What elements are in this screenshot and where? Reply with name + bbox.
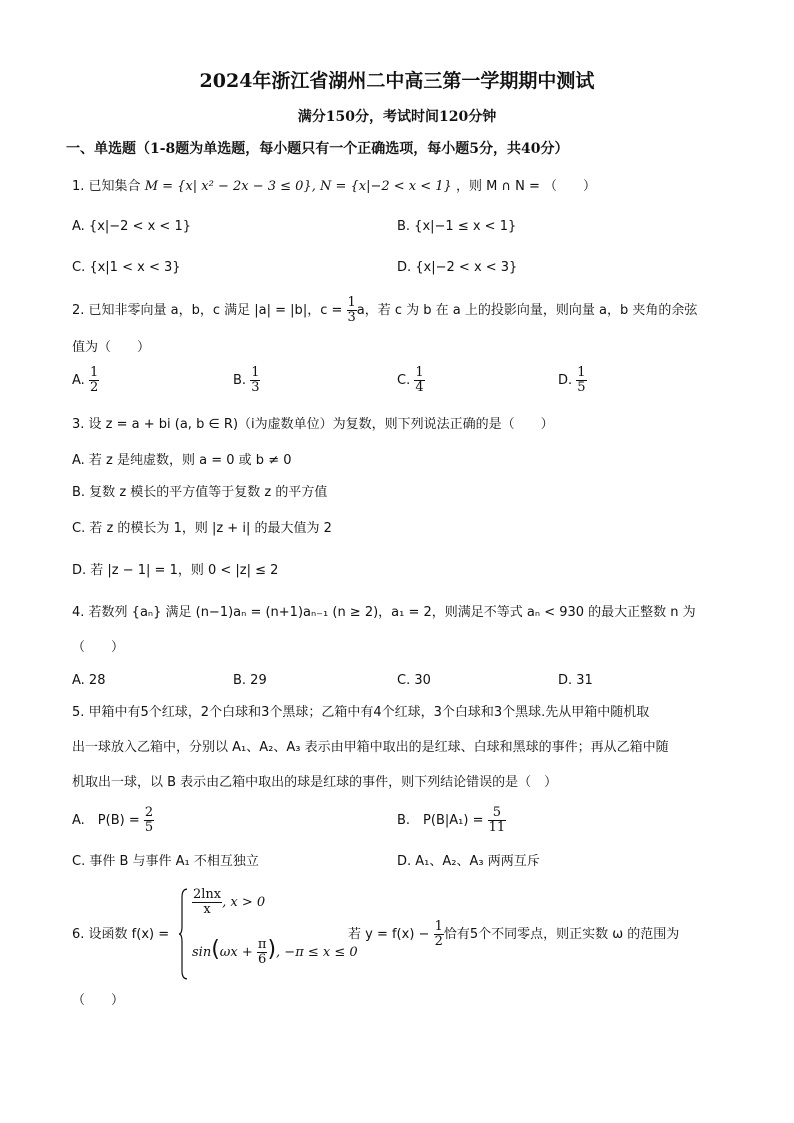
q2-d-label: D. bbox=[558, 373, 573, 388]
q6-piecewise bbox=[178, 887, 358, 980]
q4-option-b: B. 29 bbox=[233, 673, 267, 688]
q5-b-den: 11 bbox=[488, 820, 506, 835]
q5-a-num: 2 bbox=[144, 805, 154, 820]
q2-option-d bbox=[558, 366, 587, 396]
q2-b-fraction bbox=[250, 366, 260, 395]
q2-b-label: B. bbox=[233, 373, 247, 388]
q2-frac-num: 1 bbox=[347, 295, 356, 310]
q3-option-a: A. 若 z 是纯虚数，则 a = 0 或 b ≠ 0 bbox=[72, 453, 292, 468]
q5-b-label: B. P(B|A₁) = bbox=[397, 813, 488, 828]
q6-case2-pre: sin bbox=[192, 945, 212, 960]
q2-c-label: C. bbox=[397, 373, 411, 388]
q2-option-c bbox=[397, 366, 425, 396]
q3-option-c: C. 若 z 的模长为 1，则 |z + i| 的最大值为 2 bbox=[72, 521, 332, 536]
q3-option-d: D. 若 |z − 1| = 1，则 0 < |z| ≤ 2 bbox=[72, 563, 279, 578]
q5-a-den: 5 bbox=[144, 820, 154, 835]
q2-d-num: 1 bbox=[577, 365, 586, 380]
q2-a-num: 1 bbox=[89, 365, 99, 380]
q2-frac-den: 3 bbox=[347, 310, 356, 325]
q2-d-fraction bbox=[576, 366, 586, 395]
question-1-stem bbox=[72, 178, 596, 196]
q6-case-2 bbox=[192, 938, 358, 967]
q1-option-c: C. {x|1 < x < 3} bbox=[72, 260, 181, 275]
q4-option-c: C. 30 bbox=[397, 673, 431, 688]
q6-case2-num: π bbox=[257, 937, 267, 952]
q6-case2-rparen: ) bbox=[267, 937, 277, 962]
q6-prefix: 6. 设函数 f(x) = bbox=[72, 927, 170, 942]
q6-case2-cond: , −π ≤ x ≤ 0 bbox=[276, 945, 358, 960]
q6-case2-lparen: ( bbox=[211, 937, 220, 962]
q2-b-den: 3 bbox=[251, 380, 260, 395]
q2-c-num: 1 bbox=[415, 365, 424, 380]
q3-option-b: B. 复数 z 模长的平方值等于复数 z 的平方值 bbox=[72, 485, 328, 500]
q1-math: M = {x| x² − 2x − 3 ≤ 0}, N = {x|−2 < x < 1} bbox=[144, 179, 452, 194]
q5-b-fraction bbox=[488, 806, 507, 835]
q1-suffix: ，则 M ∩ N = （ ） bbox=[455, 179, 596, 194]
q2-d-den: 5 bbox=[577, 380, 586, 395]
section-heading: 一、单选题（1-8题为单选题，每小题只有一个正确选项，每小题5分，共40分） bbox=[66, 141, 569, 157]
q2-text1: 2. 已知非零向量 a，b，c 满足 |a| = |b|，c = bbox=[72, 303, 347, 318]
q5-option-a bbox=[72, 806, 154, 836]
q5-a-label: A. P(B) = bbox=[72, 813, 144, 828]
q5-a-fraction bbox=[144, 806, 154, 835]
q6-mid-fraction bbox=[434, 920, 444, 949]
q6-case1-num: 2lnx bbox=[193, 887, 222, 902]
q5-b-num: 5 bbox=[488, 806, 507, 821]
q2-a-den: 2 bbox=[89, 380, 99, 395]
exam-subtitle: 满分150分，考试时间120分钟 bbox=[297, 109, 497, 125]
q2-c-den: 4 bbox=[415, 380, 424, 395]
question-5-line-3: 机取出一球，以 B 表示由乙箱中取出的球是红球的事件，则下列结论错误的是（ ） bbox=[72, 775, 558, 790]
q6-mid: 若 y = f(x) − bbox=[348, 927, 434, 942]
q5-option-d: D. A₁、A₂、A₃ 两两互斥 bbox=[397, 854, 540, 869]
q1-option-a: A. {x|−2 < x < 1} bbox=[72, 219, 191, 234]
question-5-line-1: 5. 甲箱中有5个红球，2个白球和3个黑球；乙箱中有4个红球，3个白球和3个黑球.先从甲箱中随机取 bbox=[72, 705, 650, 720]
q2-text2: a，若 c 为 b 在 a 上的投影向量，则向量 a，b 夹角的余弦 bbox=[356, 303, 698, 318]
q6-case2-fraction bbox=[257, 938, 268, 967]
q2-a-fraction bbox=[89, 366, 99, 395]
q2-c-fraction bbox=[414, 366, 424, 395]
q4-paren: （ ） bbox=[72, 640, 125, 655]
q1-option-b: B. {x|−1 ≤ x < 1} bbox=[397, 219, 517, 234]
q6-case-1 bbox=[192, 888, 265, 917]
q1-option-d: D. {x|−2 < x < 3} bbox=[397, 260, 518, 275]
q2-b-num: 1 bbox=[251, 365, 260, 380]
q4-option-d: D. 31 bbox=[558, 673, 593, 688]
question-2-stem bbox=[72, 296, 697, 326]
q2-a-label: A. bbox=[72, 373, 85, 388]
question-3-stem: 3. 设 z = a + bi (a, b ∈ R)（i为虚数单位）为复数，则下列说法正确的是（ ） bbox=[72, 417, 554, 432]
q6-case1-den: x bbox=[203, 902, 211, 917]
q6-paren: （ ） bbox=[72, 993, 125, 1008]
q2-option-a bbox=[72, 366, 99, 396]
q6-mid-den: 2 bbox=[434, 934, 443, 949]
q6-mid-num: 1 bbox=[434, 919, 443, 934]
q2-fraction bbox=[347, 296, 357, 325]
q6-case2-arg: ωx + bbox=[219, 945, 257, 960]
q5-option-b bbox=[397, 806, 506, 836]
question-5-line-2: 出一球放入乙箱中，分别以 A₁、A₂、A₃ 表示由甲箱中取出的是红球、白球和黑球的事件；再从乙箱中随 bbox=[72, 740, 669, 755]
question-4-stem: 4. 若数列 {aₙ} 满足 (n−1)aₙ = (n+1)aₙ₋₁ (n ≥ 2)，a₁ = 2，则满足不等式 aₙ < 930 的最大正整数 n 为 bbox=[72, 605, 696, 620]
q6-case2-den: 6 bbox=[258, 952, 267, 967]
left-brace-icon bbox=[178, 888, 188, 980]
q6-condition bbox=[348, 920, 679, 950]
q4-option-a: A. 28 bbox=[72, 673, 106, 688]
q6-case1-fraction bbox=[192, 888, 222, 917]
q2-option-b bbox=[233, 366, 260, 396]
q6-case1-cond: , x > 0 bbox=[222, 895, 266, 910]
q1-prefix: 1. 已知集合 bbox=[72, 179, 141, 194]
q6-suffix: 恰有5个不同零点，则正实数 ω 的范围为 bbox=[443, 927, 680, 942]
q5-option-c: C. 事件 B 与事件 A₁ 不相互独立 bbox=[72, 854, 259, 869]
exam-title: 2024年浙江省湖州二中高三第一学期期中测试 bbox=[199, 70, 595, 92]
q2-stem-line-2: 值为（ ） bbox=[72, 340, 151, 355]
